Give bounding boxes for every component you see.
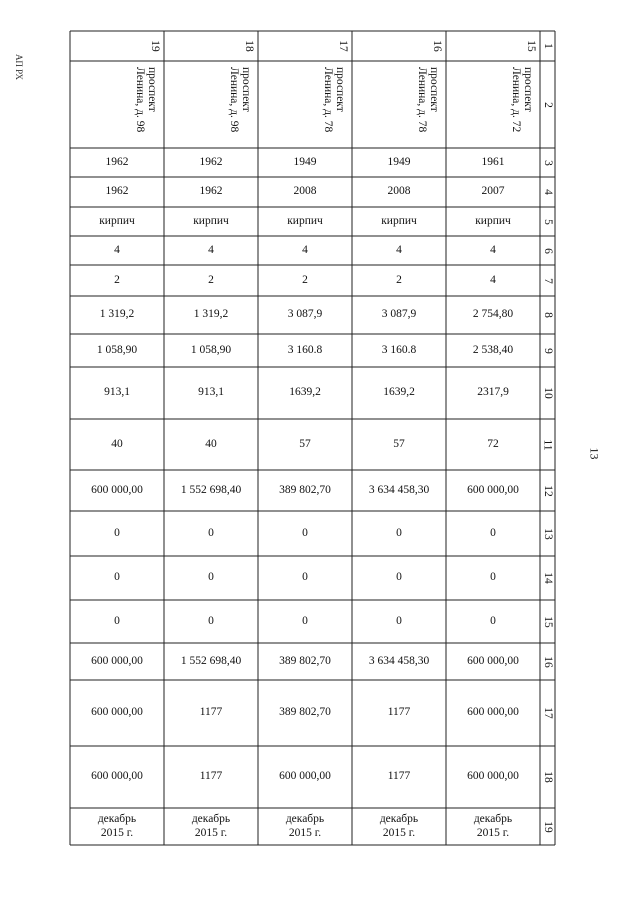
column-number-label: 16 <box>430 40 443 52</box>
table-cell: 1 319,2 <box>99 308 135 321</box>
table-cell: 2 754,80 <box>472 308 514 321</box>
table-cell: 72 <box>487 437 499 450</box>
table-cell: 0 <box>302 571 308 584</box>
table-cell: 913,1 <box>104 386 130 399</box>
table-cell: 1962 <box>105 155 129 168</box>
address-cell <box>258 61 352 148</box>
table-cell: кирпич <box>475 214 511 227</box>
table-cell: 2 <box>208 273 214 286</box>
table-cell: 1177 <box>387 706 411 719</box>
table-cell: декабрь 2015 г. <box>97 813 137 839</box>
table-cell: кирпич <box>287 214 323 227</box>
table-cell: 3 634 458,30 <box>368 654 430 667</box>
row-number-label: 12 <box>541 484 554 497</box>
table-cell: 600 000,00 <box>91 706 143 719</box>
row-number-label: 13 <box>541 527 554 540</box>
table-cell: 1177 <box>199 706 223 719</box>
row-number <box>540 236 555 265</box>
table-cell: 600 000,00 <box>467 706 519 719</box>
table-cell: кирпич <box>99 214 135 227</box>
table-cell: 0 <box>114 614 120 627</box>
table-cell: 1962 <box>105 185 129 198</box>
address-cell <box>164 61 258 148</box>
row-number <box>540 265 555 296</box>
row-number-label: 3 <box>541 159 554 166</box>
table-cell: 2 538,40 <box>472 343 514 356</box>
table-cell: 600 000,00 <box>467 483 519 496</box>
row-number-label: 9 <box>541 347 554 354</box>
table-cell: декабрь 2015 г. <box>473 813 513 839</box>
table-cell: 2 <box>114 273 120 286</box>
table-cell: 57 <box>393 437 405 450</box>
table-cell: 389 802,70 <box>279 654 331 667</box>
row-number <box>540 511 555 556</box>
row-number-label: 19 <box>541 820 554 833</box>
address-cell <box>446 61 540 148</box>
row-number-label: 11 <box>541 438 554 451</box>
row-number-label: 6 <box>541 247 554 254</box>
table-cell: 0 <box>208 526 214 539</box>
row-number-label: 1 <box>541 43 554 49</box>
row-number-label: 14 <box>541 572 554 584</box>
row-number <box>540 808 555 845</box>
table-cell: 600 000,00 <box>467 770 519 783</box>
table-cell: 600 000,00 <box>91 483 143 496</box>
side-note: АП РХ <box>14 53 25 81</box>
table-cell: 1962 <box>199 155 223 168</box>
row-number <box>540 296 555 334</box>
table-cell: 913,1 <box>198 386 224 399</box>
table-cell: 600 000,00 <box>91 654 143 667</box>
address-label: проспект Ленина, д. 98 <box>227 67 252 133</box>
table-cell: 0 <box>396 526 402 539</box>
row-number <box>540 643 555 680</box>
table-cell: 2317,9 <box>477 386 509 399</box>
table-cell: 1 058,90 <box>96 343 138 356</box>
table-cell: 600 000,00 <box>91 770 143 783</box>
table-cell: кирпич <box>193 214 229 227</box>
row-number-label: 18 <box>541 771 554 783</box>
row-number <box>540 746 555 808</box>
row-number <box>540 148 555 177</box>
row-number <box>540 207 555 236</box>
column-number-label: 18 <box>242 40 255 52</box>
row-number-label: 2 <box>541 101 554 108</box>
row-number <box>540 31 555 61</box>
page-number: 13 <box>587 447 602 460</box>
table-cell: 2008 <box>387 185 411 198</box>
table-cell: 4 <box>114 243 120 256</box>
table-cell: 57 <box>299 437 311 450</box>
table-cell: 3 160.8 <box>381 343 417 356</box>
table-cell: 1177 <box>387 770 411 783</box>
row-number <box>540 470 555 511</box>
table-cell: 600 000,00 <box>467 654 519 667</box>
address-label: проспект Ленина, д. 78 <box>321 67 346 133</box>
row-number-label: 8 <box>541 312 554 318</box>
table-cell: 3 634 458,30 <box>368 483 430 496</box>
table-cell: 4 <box>490 273 496 286</box>
table-cell: 1177 <box>199 770 223 783</box>
table-cell: 1961 <box>481 155 505 168</box>
table-cell: 2 <box>302 273 308 286</box>
table-cell: декабрь 2015 г. <box>191 813 231 839</box>
table-cell: 4 <box>490 243 496 256</box>
column-number-label: 15 <box>524 40 537 52</box>
row-number-label: 15 <box>541 615 554 628</box>
table-cell: 0 <box>490 526 496 539</box>
column-number <box>258 31 352 61</box>
table-cell: 1639,2 <box>289 386 321 399</box>
address-label: проспект Ленина, д. 98 <box>133 67 158 133</box>
row-number <box>540 177 555 207</box>
table-cell: 1 319,2 <box>193 308 229 321</box>
row-number-label: 4 <box>541 189 554 195</box>
table-cell: 389 802,70 <box>279 483 331 496</box>
table-cell: 0 <box>490 614 496 627</box>
table-cell: 0 <box>208 571 214 584</box>
table-cell: 40 <box>205 437 217 450</box>
table-cell: 0 <box>302 614 308 627</box>
table-cell: 389 802,70 <box>279 706 331 719</box>
address-cell <box>70 61 164 148</box>
row-number-label: 10 <box>541 387 554 399</box>
row-number <box>540 61 555 148</box>
table-cell: 0 <box>302 526 308 539</box>
table-cell: 0 <box>490 571 496 584</box>
row-number <box>540 680 555 746</box>
table-cell: 0 <box>396 614 402 627</box>
column-number <box>70 31 164 61</box>
row-number <box>540 600 555 643</box>
table-cell: 1639,2 <box>383 386 415 399</box>
table-cell: 1949 <box>387 155 411 168</box>
table-cell: 2008 <box>293 185 317 198</box>
table-cell: 3 087,9 <box>381 308 417 321</box>
row-number <box>540 419 555 470</box>
row-number-label: 5 <box>541 218 554 225</box>
address-label: проспект Ленина, д. 72 <box>509 67 534 133</box>
table-cell: 0 <box>396 571 402 584</box>
table-cell: 1 058,90 <box>190 343 232 356</box>
row-number-label: 7 <box>541 277 554 284</box>
row-number-label: 17 <box>541 707 554 719</box>
table-cell: 3 160.8 <box>287 343 323 356</box>
column-number <box>446 31 540 61</box>
row-number-label: 16 <box>541 655 554 668</box>
table-cell: 2007 <box>481 185 505 198</box>
table-cell: 2 <box>396 273 402 286</box>
table-cell: 40 <box>111 437 123 450</box>
table-cell: 1 552 698,40 <box>180 483 242 496</box>
table-cell: 1962 <box>199 185 223 198</box>
table-cell: 0 <box>208 614 214 627</box>
table-cell: 0 <box>114 526 120 539</box>
column-number <box>164 31 258 61</box>
table-cell: кирпич <box>381 214 417 227</box>
row-number <box>540 334 555 367</box>
row-number <box>540 556 555 600</box>
address-cell <box>352 61 446 148</box>
table-cell: 0 <box>114 571 120 584</box>
column-number <box>352 31 446 61</box>
row-number <box>540 367 555 419</box>
table-cell: 1 552 698,40 <box>180 654 242 667</box>
table-cell: 600 000,00 <box>279 770 331 783</box>
table-cell: 4 <box>208 243 214 256</box>
column-number-label: 17 <box>336 40 349 52</box>
table-cell: декабрь 2015 г. <box>285 813 325 839</box>
table-cell: 4 <box>396 243 402 256</box>
column-number-label: 19 <box>148 40 161 52</box>
table-cell: 4 <box>302 243 308 256</box>
address-label: проспект Ленина, д. 78 <box>415 67 440 133</box>
table-cell: 1949 <box>293 155 317 168</box>
table-cell: 3 087,9 <box>287 308 323 321</box>
table-cell: декабрь 2015 г. <box>379 813 419 839</box>
